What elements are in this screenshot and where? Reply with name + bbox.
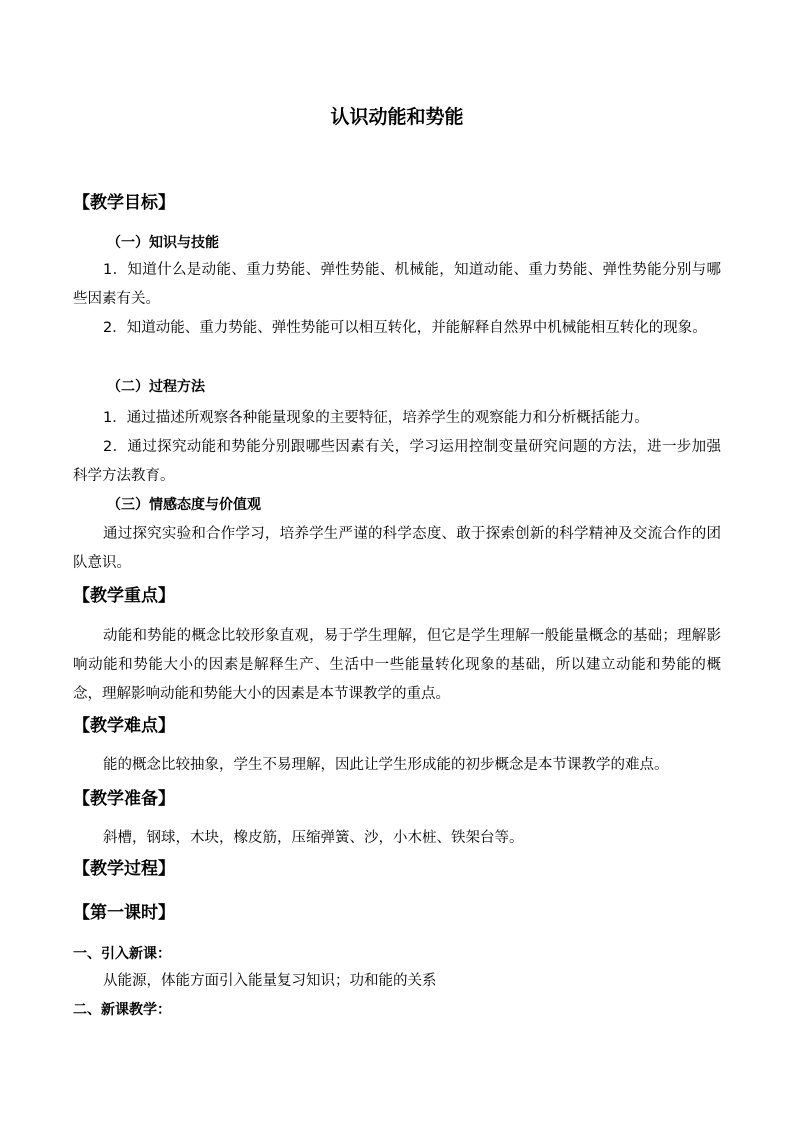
key-points-heading: 【教学重点】 [73,586,175,606]
process-item-1: 1．通过描述所观察各种能量现象的主要特征，培养学生的观察能力和分析概括能力。 [103,410,649,426]
process-methods-heading: （二）过程方法 [107,379,205,395]
teaching-goals-heading: 【教学目标】 [73,193,175,213]
knowledge-item-1: 1．知道什么是动能、重力势能、弹性势能、机械能，知道动能、重力势能、弹性势能分别与哪些因素有关。 [73,262,721,307]
document-title: 认识动能和势能 [330,106,464,128]
attitude-values-heading: （三）情感态度与价值观 [107,497,261,513]
difficulties-heading: 【教学难点】 [73,716,175,736]
key-points-text: 动能和势能的概念比较形象直观，易于学生理解，但它是学生理解一般能量概念的基础；理解影响动能和势能大小的因素是解释生产、生活中一些能量转化现象的基础，所以建立动能和势能的概念，理解影响动能和势能大小的因素是本节课教学的重点。 [73,628,721,702]
new-teaching-heading: 二、新课教学： [73,1002,171,1018]
attitude-text: 通过探究实验和合作学习，培养学生严谨的科学态度、敢于探索创新的科学精神及交流合作的团队意识。 [73,526,721,571]
preparation-heading: 【教学准备】 [73,789,175,809]
intro-heading: 一、引入新课： [73,946,171,962]
process-item-2: 2．通过探究动能和势能分别跟哪些因素有关，学习运用控制变量研究问题的方法，进一步加强科学方法教育。 [73,439,721,484]
lesson-1-heading: 【第一课时】 [73,903,175,923]
knowledge-skills-heading: （一）知识与技能 [107,235,219,251]
difficulties-text: 能的概念比较抽象，学生不易理解，因此让学生形成能的初步概念是本节课教学的难点。 [103,757,669,773]
intro-text: 从能源，体能方面引入能量复习知识；功和能的关系 [103,973,437,989]
knowledge-item-2: 2．知道动能、重力势能、弹性势能可以相互转化，并能解释自然界中机械能相互转化的现象。 [103,320,707,336]
preparation-text: 斜槽，钢球，木块，橡皮筋，压缩弹簧、沙，小木桩、铁架台等。 [103,830,524,846]
teaching-process-heading: 【教学过程】 [73,859,175,879]
